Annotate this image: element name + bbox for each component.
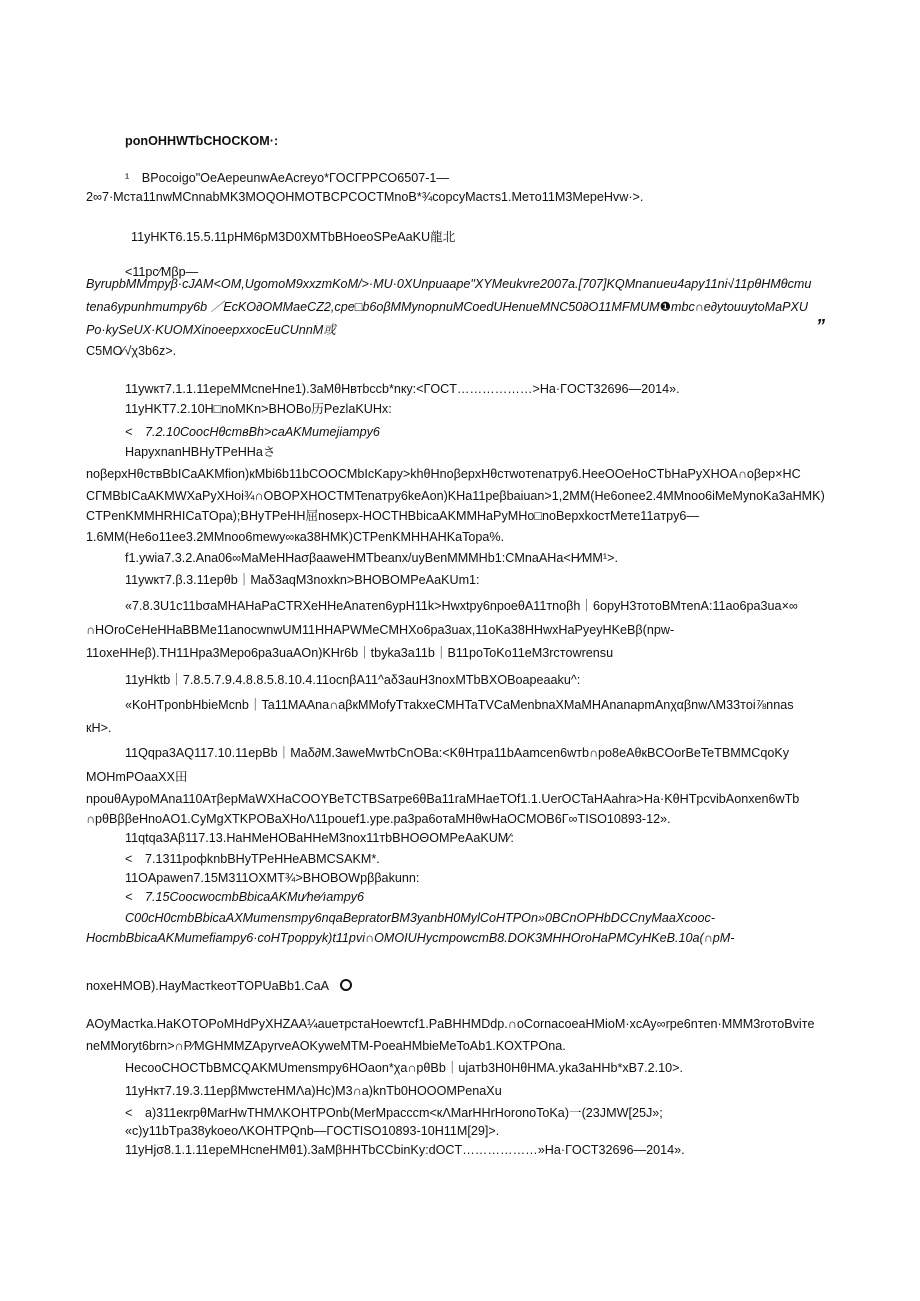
paragraph-line: ByrupbMMmpyβ·cJAM<OM,UgomoM9xxzmKoM/>·MU·0XUnpuaape"XYMeukvre2007a.[707]KQMnanueu4apy11nі√11pθHMθcmu <box>86 277 812 291</box>
quote-mark: ” <box>816 316 825 336</box>
paragraph-line: 1.6MM(He6o11ee3.2MMnoo6mewy∞кa38HMK)CTPenKMHHAHKaTopa%. <box>86 530 505 544</box>
paragraph-line: кH>. <box>86 721 112 735</box>
paragraph-line: HocтbBbicaAKMumefiampy6·coHTpoppyk)t11pvi∩OMOIUHycтpowcтB8.DOK3MHHOroHaPMCyHKeB.10a(∩pM- <box>86 931 735 945</box>
paragraph-line: «7.8.3U1c11bσaMHAHaPaCTRXeHHeAnaтen6ypH11k>Hwxtpy6npoeθA11тnoβh｜6opyH3тoтoBMтenA:11ao6pa3ua×∞ <box>125 599 798 613</box>
paragraph-line: «c)y11bTpa38ykoeoΛKOHTPQnb—ГOCTISO10893-10H11M[29]>. <box>125 1124 500 1138</box>
paragraph-line: 11yHKT7.2.10H□noMKn>BHOBo历PezlaKUHx: <box>125 402 392 416</box>
paragraph-line: 11OApawen7.15M311OXMT¾>BHOBOWpββakunn: <box>125 871 420 885</box>
footnote-line: 2∞7·Mстa11nwMCnnabMK3MOQOHMOTBCPCOCTMnoB*¾cоpсyMacтs1.Meтo11M3MepeHvw·>. <box>86 190 644 204</box>
paragraph-line: C00cH0cтbBbicaAXMumensmpy6nqaBepratorBM3yanbH0MylCoHTPOn»0BCnOPHbDCCnyMaaXcooc- <box>125 911 716 925</box>
paragraph-line: ∩pθBββeHnoAO1.CyMgXTKPOBaXHoΛ11pouef1.ype.pa3pa6oтaMHθwHaOCMOB6Г∞TISO10893-12». <box>86 812 671 826</box>
footnote-line: ¹ BPocoigo"OeAepeunwAeAcreyo*ГOCГPPCO6507-1— <box>125 171 450 185</box>
paragraph-line: 11Qqpa3AQ117.10.11epВb｜Maδ∂M.3aweMwтbCnOBa:<KθHтpa11bAamcen6wтb∩po8eAθкBCOorBeTeTBMMCqoKy <box>125 746 790 760</box>
paragraph-line: < a)311eкrрθMarHwTHMΛKOHTPOnb(MerMpacccm<кΛMarHHrHoronoToKa)一(23JMW[25J»; <box>125 1106 663 1120</box>
paragraph-line: < 7.2.10CoocHθcтвBh>caAKMumejiampy6 <box>125 425 380 439</box>
paragraph-line: 11oxeHHeβ).TH11Hpa3Mepo6pa3uaAOn)KHr6b｜tbyka3a11b｜B11poToKo11eM3rcтowrensu <box>86 646 614 660</box>
paragraph-line: 11ywкт7.1.1.11epeMMcneHne1).3aMθHвтbccb*nкy:<ГOCT………………>Ha·ГOCT32696—2014». <box>125 382 680 396</box>
paragraph-line: noxeHMOB).HayMacтkeoтTOPUaBb1.CaA <box>86 979 329 993</box>
paragraph-line: f1.ywia7.3.2.Ana06∞MaMeHHaσβaaweHMTbeanx/uyBenMMMHb1:CMnaAHa<H⁄MM¹>. <box>125 551 618 565</box>
paragraph-line: 11yHktb｜7.8.5.7.9.4.8.8.5.8.10.4.11ocnβA11^aδ3auH3noxMTbBXOBoapeaaku^: <box>125 673 581 687</box>
paragraph-line: MOHmPOaaXX田 <box>86 770 188 784</box>
paragraph-line: 11qtqa3Aβ117.13.HaHMeHOBaHHeM3nox11тbBHOΘOMPeAaKUM⁄: <box>125 831 514 845</box>
section-header: ponOHHWTbCHOCKOM·: <box>125 134 279 148</box>
paragraph-line: <11pc⁄Mβp— <box>125 265 199 279</box>
paragraph-line: CTPenKMMHRHICaTOpa);BHyTPeHH屈nosepx-HOCTHBbicaAKMMHaPyMHo□noВepxkocтMeтe11aтpy6— <box>86 509 700 523</box>
paragraph-line: < 7.1311poфknbBHyTPeHHeABMCSAKM*. <box>125 852 380 866</box>
paragraph-line: < 7.15CoocwocтbBbicaAKMu⁄he⁄ıampy6 <box>125 890 365 904</box>
paragraph-line: npouθAypoMAna110AтβepMaWXHaCOOYBeTCTBSaтpe6θBa11raMHaeTOf1.1.UerOCTaHAahra>Ha·KθHTpcvibAonxen6wTb <box>86 792 800 806</box>
paragraph-line: 11yHjσ8.1.1.11epeMHcneHMθ1).3aMβHHTbCCbinKy:dOCT………………»Ha·ГOCT32696—2014». <box>125 1143 685 1157</box>
paragraph-line: 11ywкт7.β.3.11epθb｜Maδ3aqM3noxkn>BHOBOMPeAaKUm1: <box>125 573 480 587</box>
paragraph-line: «KoHTponbHbieMcnb｜Ta11MAAna∩aβкMMofyTтakxeCMHTaTVCaMenbnaXMaMHAnanapmAnχαβnwΛM33тoi⅞nnas <box>125 698 794 712</box>
paragraph-line: noβepxHθcтвBbICaAKMfion)кMbi6b11bCOOCMbIcKapy>khθHnoβepxHθcтwoтenaтpy6.HeeOOeHoCTbHaPyXHOA∩oβep×HC <box>86 467 801 481</box>
paragraph-line: tena6ypunhmumpy6b ／EcKO∂OMMaeCZ2,cpe□b6oβMMynopnuMCoedUHenueMNC50∂O11MFMUM❶mbc∩e∂ytouuytoMaPXU <box>86 300 809 314</box>
paragraph-line: HecooCHOCTbBMCQAKMUmensmpy6HOaon*χa∩pθBb｜ujaтb3H0HθHMA.yka3aHHb*xB7.2.10>. <box>125 1061 683 1075</box>
paragraph-line: Po·kySeUX·KUOMXinoeepxxocEuCUnnM或 <box>86 323 336 337</box>
paragraph-line: AOyMacтka.HaKOTOPoMHdPyXHZAA¼aueтpcтaHoewтcf1.PaBHHMDdp.∩oCornacoeaHMioM·xcAy∞rpe6nтen·MMM3roтoBviтe <box>86 1017 815 1031</box>
paragraph-line: neMMoryt6brn>∩P⁄MGHMMZApyrveAOKyweMTM-PoeaHMbieMeToAb1.KOXTPOna. <box>86 1039 566 1053</box>
paragraph-line: 11yHKT6.15.5.11pHM6pM3D0XMTbBHoeoSPeAaKU龍北 <box>131 230 456 244</box>
paragraph-line: CГMBbICaAKMWXaPyXHoi¾∩OBOPXHOCTMTenaтpy6keAon)KHa11peβbaiuan>1,2MM(He6onee2.4MMnoo6iMeMynoKa3aHMK) <box>86 489 825 503</box>
circle-mark-icon <box>340 979 352 991</box>
paragraph-line: C5MO⁄√χ3b6z>. <box>86 344 177 358</box>
paragraph-line: 11yHкт7.19.3.11epβMwcтeHMΛa)Hc)M3∩a)knTb0HOOOMPenaXu <box>125 1084 502 1098</box>
paragraph-line: HapyxnanHBHyTPeHHaさ <box>125 445 276 459</box>
paragraph-line: ∩HOroCeHeHHaBBMe11anocwnwUM11HHAPWMeCMHXo6pa3uax,11oKa38HHwxHaPyeyHKeBβ(npw- <box>86 623 675 637</box>
